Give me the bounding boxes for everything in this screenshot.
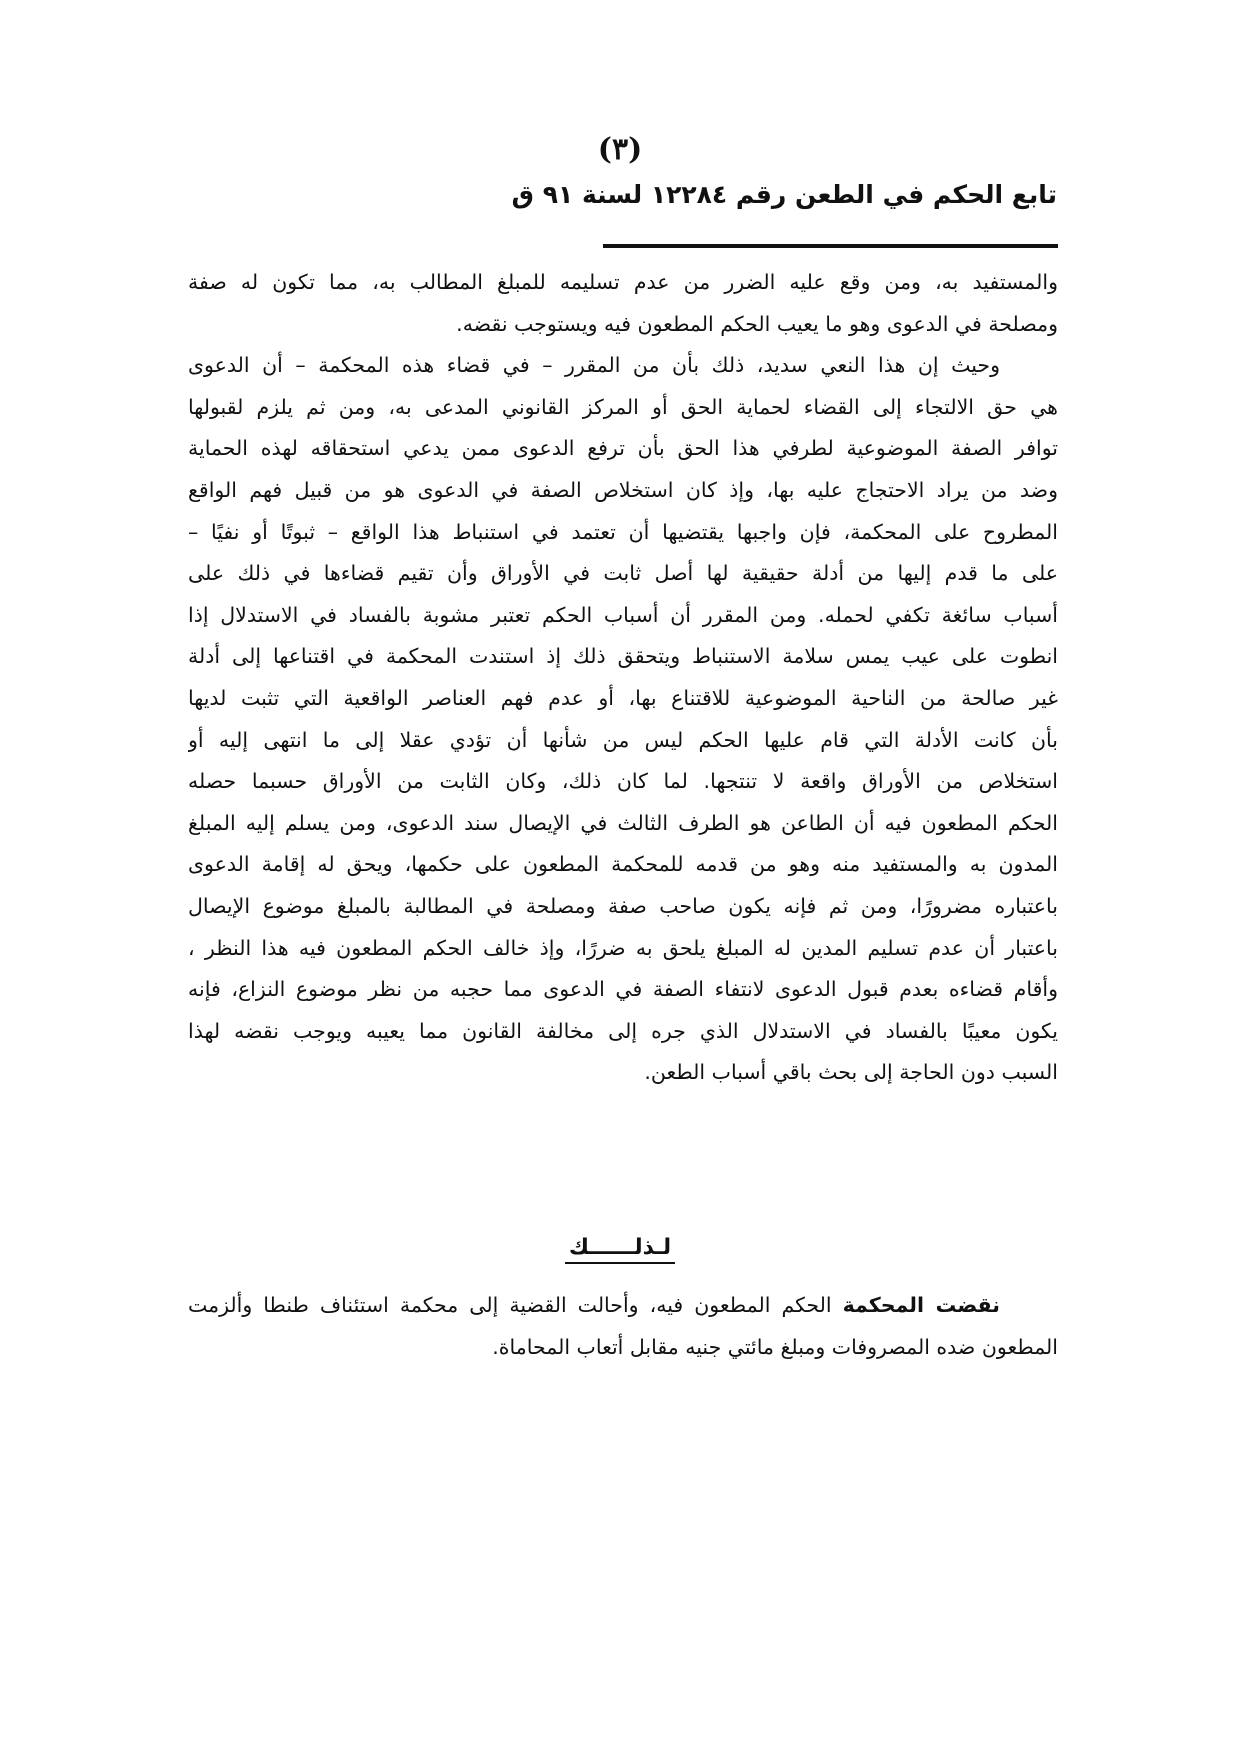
body-line: أسباب سائغة تكفي لحمله. ومن المقرر أن أسباب الحكم تعتبر مشوبة بالفساد في الاستدلال إذا [188, 602, 1058, 627]
verdict-line-rest: الحكم المطعون فيه، وأحالت القضية إلى محكمة استئناف طنطا وألزمت [188, 1293, 843, 1317]
body-line: توافر الصفة الموضوعية لطرفي هذا الحق بأن ترفع الدعوى ممن يدعي استحقاقه لهذه الحماية [188, 436, 1058, 461]
heading-divider [603, 244, 1058, 248]
body-line: والمستفيد به، ومن وقع عليه الضرر من عدم تسليمه للمبلغ المطالب به، مما تكون له صفة [188, 270, 1058, 294]
verdict-line [188, 1284, 1058, 1326]
body-line: هي حق الالتجاء إلى القضاء لحماية الحق أو المركز القانوني المدعى به، ومن ثم يلزم لقبولها [188, 394, 1058, 419]
body-line: باعتبار أن عدم تسليم المدين له المبلغ يلحق به ضررًا، وإذ خالف الحكم المطعون فيه هذا النظر ، [188, 935, 1058, 960]
body-line: السبب دون الحاجة إلى بحث باقي أسباب الطعن. [644, 1060, 1058, 1085]
body-line: الحكم المطعون فيه أن الطاعن هو الطرف الثالث في الإيصال سند الدعوى، ومن يسلم إليه المبلغ [188, 810, 1058, 835]
body-line: وحيث إن هذا النعي سديد، ذلك بأن من المقرر – في قضاء هذه المحكمة – أن الدعوى [188, 353, 1000, 378]
case-heading: تابع الحكم في الطعن رقم ١٢٢٨٤ لسنة ٩١ ق [511, 180, 1057, 209]
body-line: بأن كانت الأدلة التي قام عليها الحكم ليس من شأنها أن تؤدي عقلا إلى ما انتهى إليه أو [188, 727, 1058, 752]
body-line: على ما قدم إليها من أدلة حقيقية لها أصل ثابت في الأوراق وأن تقيم قضاءها في ذلك على [188, 561, 1058, 586]
body-line: وأقام قضاءه بعدم قبول الدعوى لانتفاء الصفة في الدعوى مما حجبه من نظر موضوع النزاع، فإنه [188, 977, 1058, 1002]
body-line: ومصلحة في الدعوى وهو ما يعيب الحكم المطعون فيه ويستوجب نقضه. [456, 311, 1058, 336]
verdict-line: المطعون ضده المصروفات ومبلغ مائتي جنيه مقابل أتعاب المحاماة. [492, 1334, 1058, 1359]
body-line: غير صالحة من الناحية الموضوعية للاقتناع بها، أو عدم فهم العناصر الواقعية التي تثبت لديها [188, 685, 1058, 710]
body-line: استخلاص من الأوراق واقعة لا تنتجها. لما كان ذلك، وكان الثابت من الأوراق حسبما حصله [188, 769, 1058, 794]
body-line: المطروح على المحكمة، فإن واجبها يقتضيها أن تعتمد في استنباط هذا الواقع – ثبوتًا أو نفيًا – [188, 519, 1058, 544]
body-line: باعتباره مضرورًا، ومن ثم فإنه يكون صاحب صفة ومصلحة في المطالبة بالمبلغ موضوع الإيصال [188, 893, 1058, 918]
body-line: المدون به والمستفيد منه وهو من قدمه للمحكمة المطعون على حكمها، ويحق له إقامة الدعوى [188, 852, 1058, 877]
verdict-paragraph [188, 1284, 1058, 1367]
conclusion-heading-text: لـذلــــــك [565, 1235, 675, 1264]
page-number: (٣) [597, 132, 643, 167]
body-line: يكون معيبًا بالفساد في الاستدلال الذي جره إلى مخالفة القانون مما يعيبه ويوجب نقضه لهذا [188, 1018, 1058, 1043]
judgment-body [188, 262, 1058, 1094]
verdict-lead: نقضت المحكمة [842, 1293, 1000, 1317]
conclusion-heading [440, 1235, 800, 1260]
body-line: وضد من يراد الاحتجاج عليه بها، وإذ كان استخلاص الصفة في الدعوى هو من قبيل فهم الواقع [188, 477, 1058, 502]
body-line: انطوت على عيب يمس سلامة الاستنباط ويتحقق ذلك إذ استندت المحكمة في اقتناعها إلى أدلة [188, 644, 1058, 669]
